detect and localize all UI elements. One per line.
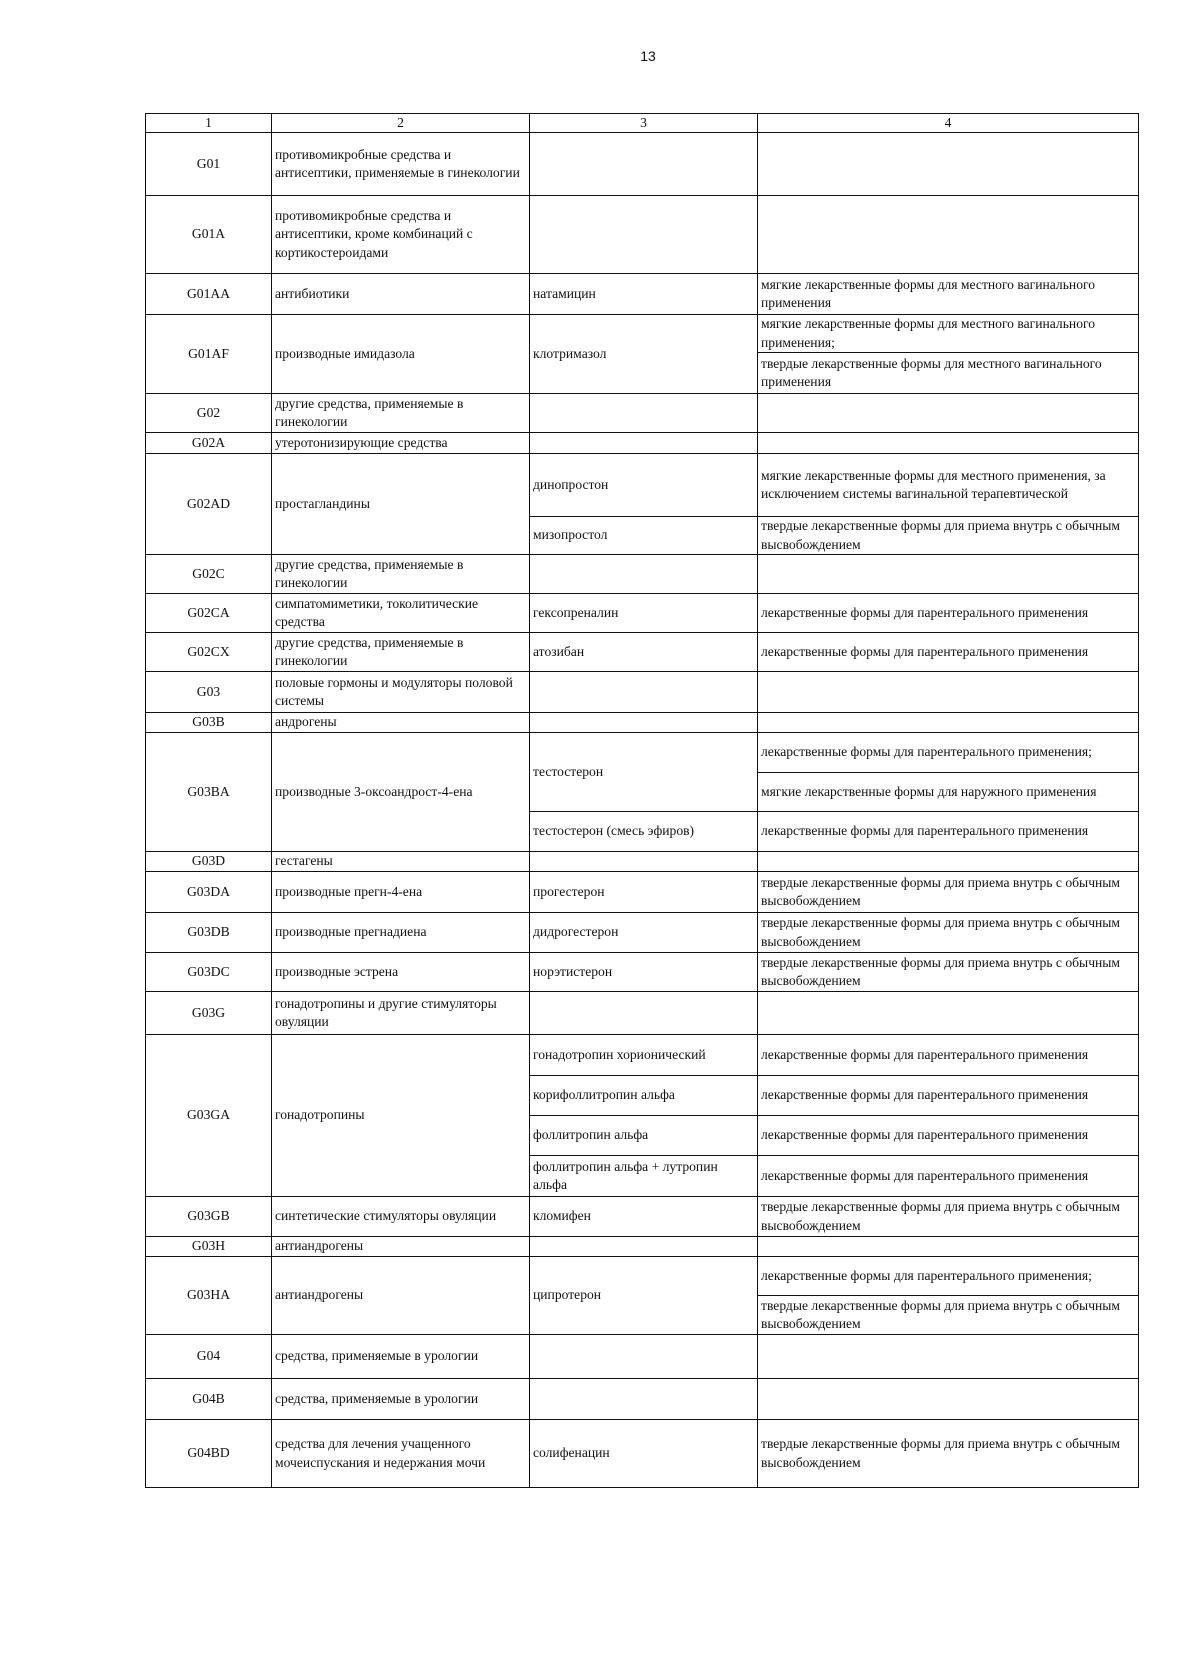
code-cell: G02C [146,555,272,594]
forms-cell: лекарственные формы для парентерального применения; [758,1257,1139,1296]
group-cell: средства для лечения учащенного мочеиспускания и недержания мочи [272,1420,530,1488]
code-cell: G02A [146,433,272,454]
forms-cell: мягкие лекарственные формы для местного применения, за исключением системы вагинальной терапевтической [758,454,1139,517]
group-cell: производные прегн-4-ена [272,872,530,913]
name-cell [530,713,758,733]
group-cell: симпатомиметики, токолитические средства [272,594,530,633]
name-cell: фоллитропин альфа [530,1116,758,1156]
table-row [146,872,1139,913]
name-cell: атозибан [530,633,758,672]
forms-cell: мягкие лекарственные формы для местного вагинального применения; [758,315,1139,353]
table-row [146,1197,1139,1237]
page-number: 13 [640,48,656,64]
group-cell: антиандрогены [272,1237,530,1257]
code-cell: G01AF [146,315,272,394]
name-cell [530,1335,758,1379]
name-cell: тестостерон (смесь эфиров) [530,812,758,852]
name-cell [530,852,758,872]
name-cell [530,992,758,1035]
name-cell: норэтистерон [530,953,758,992]
group-cell: производные прегнадиена [272,913,530,953]
code-cell: G01AA [146,274,272,315]
code-cell: G03G [146,992,272,1035]
table-row [146,594,1139,633]
forms-cell [758,196,1139,274]
forms-cell: твердые лекарственные формы для приема внутрь с обычным высвобождением [758,872,1139,913]
code-cell: G03DB [146,913,272,953]
table-row [146,394,1139,433]
code-cell: G04BD [146,1420,272,1488]
table-row [146,713,1139,733]
group-cell: средства, применяемые в урологии [272,1335,530,1379]
table-row [146,953,1139,992]
forms-cell: лекарственные формы для парентерального применения [758,1116,1139,1156]
group-cell: другие средства, применяемые в гинекологии [272,633,530,672]
forms-cell: мягкие лекарственные формы для наружного применения [758,773,1139,812]
name-cell: натамицин [530,274,758,315]
group-cell: андрогены [272,713,530,733]
table-row [146,1379,1139,1420]
code-cell: G04 [146,1335,272,1379]
forms-cell [758,1335,1139,1379]
forms-cell: твердые лекарственные формы для приема внутрь с обычным высвобождением [758,1197,1139,1237]
group-cell: гонадотропины [272,1035,530,1197]
table-row [146,633,1139,672]
forms-cell: твердые лекарственные формы для приема внутрь с обычным высвобождением [758,1296,1139,1335]
name-cell: клотримазол [530,315,758,394]
code-cell: G03 [146,672,272,713]
group-cell: антиандрогены [272,1257,530,1335]
table-row [146,1335,1139,1379]
table-row [146,454,1139,517]
forms-cell: мягкие лекарственные формы для местного вагинального применения [758,274,1139,315]
header-row [146,114,1139,133]
code-cell: G02 [146,394,272,433]
group-cell: утеротонизирующие средства [272,433,530,454]
forms-cell: твердые лекарственные формы для приема внутрь с обычным высвобождением [758,953,1139,992]
code-cell: G02CA [146,594,272,633]
code-cell: G01A [146,196,272,274]
name-cell [530,1379,758,1420]
table-row [146,733,1139,773]
forms-cell [758,672,1139,713]
name-cell [530,133,758,196]
table-row [146,274,1139,315]
table-row [146,555,1139,594]
group-cell: простагландины [272,454,530,555]
code-cell: G03GB [146,1197,272,1237]
header-cell: 2 [272,114,530,133]
name-cell: тестостерон [530,733,758,812]
forms-cell [758,992,1139,1035]
table-row [146,992,1139,1035]
name-cell [530,1237,758,1257]
forms-cell [758,713,1139,733]
group-cell: средства, применяемые в урологии [272,1379,530,1420]
group-cell: производные эстрена [272,953,530,992]
name-cell: фоллитропин альфа + лутропин альфа [530,1156,758,1197]
forms-cell: твердые лекарственные формы для приема внутрь с обычным высвобождением [758,1420,1139,1488]
forms-cell [758,433,1139,454]
forms-cell [758,555,1139,594]
forms-cell: лекарственные формы для парентерального применения [758,594,1139,633]
name-cell: гексопреналин [530,594,758,633]
table-row [146,1257,1139,1296]
table-row [146,1035,1139,1076]
forms-cell: твердые лекарственные формы для приема внутрь с обычным высвобождением [758,913,1139,953]
table-row [146,913,1139,953]
table-row [146,852,1139,872]
name-cell: мизопростол [530,517,758,555]
name-cell: гонадотропин хорионический [530,1035,758,1076]
forms-cell: лекарственные формы для парентерального применения [758,633,1139,672]
table-row [146,433,1139,454]
group-cell: синтетические стимуляторы овуляции [272,1197,530,1237]
name-cell: корифоллитропин альфа [530,1076,758,1116]
table-row [146,196,1139,274]
drug-classification-table [145,113,1139,1488]
code-cell: G01 [146,133,272,196]
code-cell: G03H [146,1237,272,1257]
name-cell [530,394,758,433]
group-cell: противомикробные средства и антисептики, кроме комбинаций с кортикостероидами [272,196,530,274]
group-cell: производные 3-оксоандрост-4-ена [272,733,530,852]
name-cell [530,196,758,274]
forms-cell [758,852,1139,872]
code-cell: G03BA [146,733,272,852]
forms-cell [758,1237,1139,1257]
forms-cell: лекарственные формы для парентерального применения [758,1035,1139,1076]
name-cell: кломифен [530,1197,758,1237]
code-cell: G03DA [146,872,272,913]
group-cell: другие средства, применяемые в гинекологии [272,555,530,594]
group-cell: производные имидазола [272,315,530,394]
name-cell: дидрогестерон [530,913,758,953]
forms-cell [758,394,1139,433]
name-cell [530,555,758,594]
name-cell: динопростон [530,454,758,517]
code-cell: G03D [146,852,272,872]
table-row [146,672,1139,713]
group-cell: гестагены [272,852,530,872]
forms-cell: твердые лекарственные формы для приема внутрь с обычным высвобождением [758,517,1139,555]
name-cell [530,672,758,713]
forms-cell: лекарственные формы для парентерального применения [758,1076,1139,1116]
code-cell: G03HA [146,1257,272,1335]
forms-cell: твердые лекарственные формы для местного вагинального применения [758,353,1139,394]
header-cell: 3 [530,114,758,133]
name-cell [530,433,758,454]
forms-cell [758,133,1139,196]
table-row [146,315,1139,353]
table-row [146,1237,1139,1257]
table-row [146,133,1139,196]
group-cell: половые гормоны и модуляторы половой системы [272,672,530,713]
forms-cell: лекарственные формы для парентерального применения [758,1156,1139,1197]
group-cell: гонадотропины и другие стимуляторы овуляции [272,992,530,1035]
forms-cell: лекарственные формы для парентерального применения; [758,733,1139,773]
group-cell: антибиотики [272,274,530,315]
group-cell: противомикробные средства и антисептики, применяемые в гинекологии [272,133,530,196]
name-cell: солифенацин [530,1420,758,1488]
group-cell: другие средства, применяемые в гинекологии [272,394,530,433]
code-cell: G04B [146,1379,272,1420]
name-cell: ципротерон [530,1257,758,1335]
code-cell: G02CX [146,633,272,672]
code-cell: G02AD [146,454,272,555]
code-cell: G03GA [146,1035,272,1197]
forms-cell [758,1379,1139,1420]
forms-cell: лекарственные формы для парентерального применения [758,812,1139,852]
header-cell: 1 [146,114,272,133]
header-cell: 4 [758,114,1139,133]
code-cell: G03DC [146,953,272,992]
code-cell: G03B [146,713,272,733]
name-cell: прогестерон [530,872,758,913]
table-row [146,1420,1139,1488]
